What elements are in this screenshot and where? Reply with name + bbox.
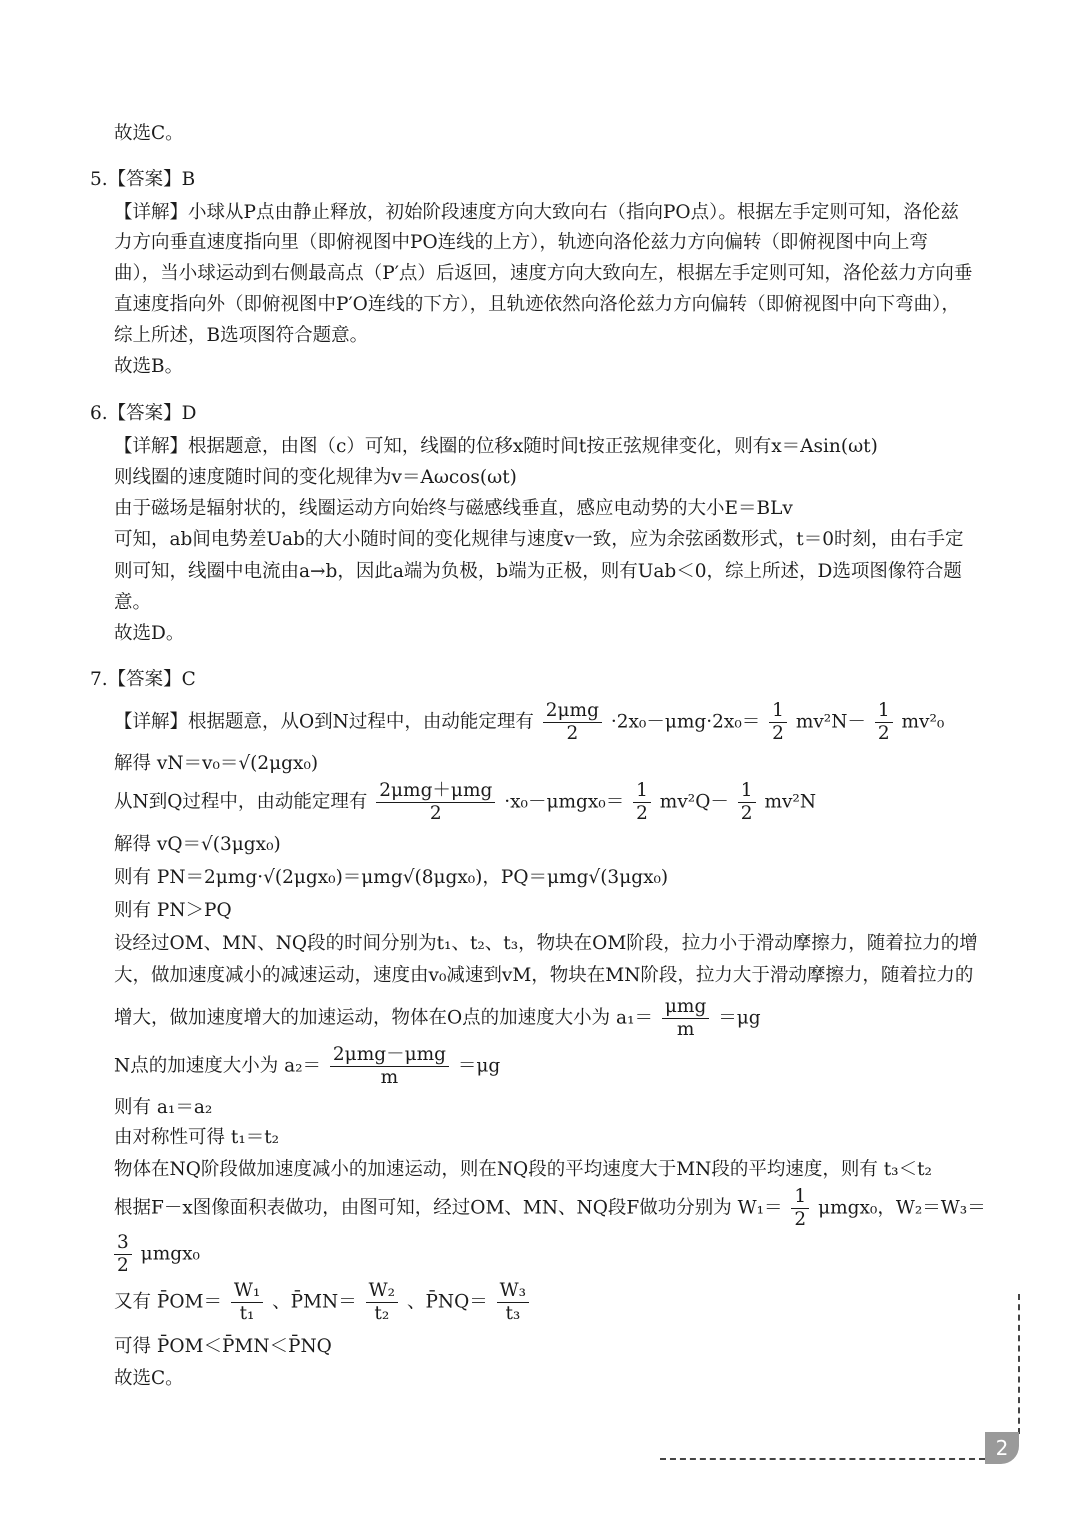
fraction: $\frac{3}{2}$ [114,1232,132,1277]
text-line: 故选D。 [114,623,185,644]
fraction: $\frac{\text{2μmg}}{2}$ [543,700,602,745]
text-line: 由对称性可得 t₁＝t₂ [114,1127,280,1148]
equation-line: 从N到Q过程中，由动能定理有 $\frac{\text{2μmg＋μmg}}{2}$ ·x₀－μmgx₀＝ $\frac{1}{2}$ mv²Q－ $\frac{1}{2}$ mv²N [114,780,817,824]
text-line: 力方向垂直速度指向里（即俯视图中PO连线的上方），轨迹向洛伦兹力方向偏转（即俯视图中向上弯 [114,232,928,253]
text-line: 则有 a₁＝a₂ [114,1097,213,1118]
fraction: $\frac{1}{2}$ [738,780,756,825]
text-line: 解得 vN＝v₀＝√(2μgx₀) [114,753,319,774]
question-6-answer: 6.【答案】D [90,403,197,424]
text-line: 则有 PN＞PQ [114,900,232,921]
question-5-answer: 5.【答案】B [90,169,196,190]
equation-line: 又有 P̄OM＝ $\frac{\text{W₁}}{\text{t₁}}$ 、P̄MN＝ $\frac{\text{W₂}}{\text{t₂}}$ 、P̄NQ＝ $\frac{\text{W₃}}{\text{t₃}}$ [114,1280,1010,1325]
text-line: 则有 PN＝2μmg·√(2μgx₀)＝μmg√(8μgx₀)，PQ＝μmg√(3μgx₀) [114,867,669,888]
page-number: 2 [985,1432,1019,1464]
fraction: $\frac{1}{2}$ [791,1186,809,1231]
equation-line: 根据F－x图像面积表做功，由图可知，经过OM、MN、NQ段F做功分别为 W₁＝ $\frac{1}{2}$ μmgx₀，W₂＝W₃＝ [114,1186,986,1230]
fraction: $\frac{1}{2}$ [875,700,893,745]
text-line: 故选B。 [114,356,184,377]
fraction: $\frac{\text{W₁}}{\text{t₁}}$ [231,1280,263,1325]
fraction: $\frac{\text{2μmg－μmg}}{m}$ [330,1044,449,1089]
text-line: 大，做加速度减小的减速运动，速度由v₀减速到vM，物块在MN阶段，拉力大于滑动摩擦力，随着拉力的 [114,965,974,986]
text-line: 直速度指向外（即俯视图中P′O连线的下方），且轨迹依然向洛伦兹力方向偏转（即俯视图中向下弯曲）， [114,294,960,315]
equation-line: 增大，做加速度增大的加速运动，物体在O点的加速度大小为 a₁＝ $\frac{\text{μmg}}{m}$ ＝μg [114,996,761,1040]
text-line: 物体在NQ阶段做加速度减小的加速运动，则在NQ段的平均速度大于MN段的平均速度，则有 t₃＜t₂ [114,1159,932,1180]
text-line: 【详解】小球从P点由静止释放，初始阶段速度方向大致向右（指向PO点）。根据左手定则可知，洛伦兹 [114,202,959,223]
fraction: $\frac{\text{W₃}}{\text{t₃}}$ [497,1280,529,1325]
text-line: 由于磁场是辐射状的，线圈运动方向始终与磁感线垂直，感应电动势的大小E＝BLv [114,498,793,519]
text-line: 综上所述，B选项图符合题意。 [114,325,369,346]
page-bottom-dashed-border [660,1458,985,1460]
text-line: 故选C。 [114,123,184,144]
text-line: 【详解】根据题意，由图（c）可知，线圈的位移x随时间t按正弦规律变化，则有x＝Asin(ωt) [114,436,878,457]
text-line: 可知，ab间电势差Uab的大小随时间的变化规律与速度v一致，应为余弦函数形式，t＝0时刻，由右手定 [114,529,964,550]
fraction: $\frac{1}{2}$ [633,780,651,825]
fraction: $\frac{\text{μmg}}{m}$ [662,996,709,1041]
text-line: 意。 [114,592,152,613]
equation-line: N点的加速度大小为 a₂＝ $\frac{\text{2μmg－μmg}}{m}$ ＝μg [114,1044,501,1088]
text-line: 则可知，线圈中电流由a→b，因此a端为负极，b端为正极，则有Uab＜0，综上所述，D选项图像符合题 [114,561,962,582]
question-7-answer: 7.【答案】C [90,669,196,690]
fraction: $\frac{\text{W₂}}{\text{t₂}}$ [366,1280,398,1325]
equation-line: $\frac{3}{2}$ μmgx₀ [114,1232,1010,1277]
text-line: 曲），当小球运动到右侧最高点（P′点）后返回，速度方向大致向左，根据左手定则可知，洛伦兹力方向垂 [114,263,973,284]
equation-line: 【详解】根据题意，从O到N过程中，由动能定理有 $\frac{\text{2μmg}}{2}$ ·2x₀－μmg·2x₀＝ $\frac{1}{2}$ mv²N－ $\frac{1}{2}$ mv²₀ [114,700,945,744]
fraction: $\frac{\text{2μmg＋μmg}}{2}$ [376,780,495,825]
fraction: $\frac{1}{2}$ [769,700,787,745]
text-line: 解得 vQ＝√(3μgx₀) [114,834,281,855]
text-line: 设经过OM、MN、NQ段的时间分别为t₁、t₂、t₃，物块在OM阶段，拉力小于滑动摩擦力，随着拉力的增 [114,933,978,954]
page-corner-dashed-border [1018,1294,1020,1434]
text-line: 故选C。 [114,1368,184,1389]
text-line: 可得 P̄OM＜P̄MN＜P̄NQ [114,1336,332,1357]
text-line: 则线圈的速度随时间的变化规律为v＝Aωcos(ωt) [114,467,517,488]
